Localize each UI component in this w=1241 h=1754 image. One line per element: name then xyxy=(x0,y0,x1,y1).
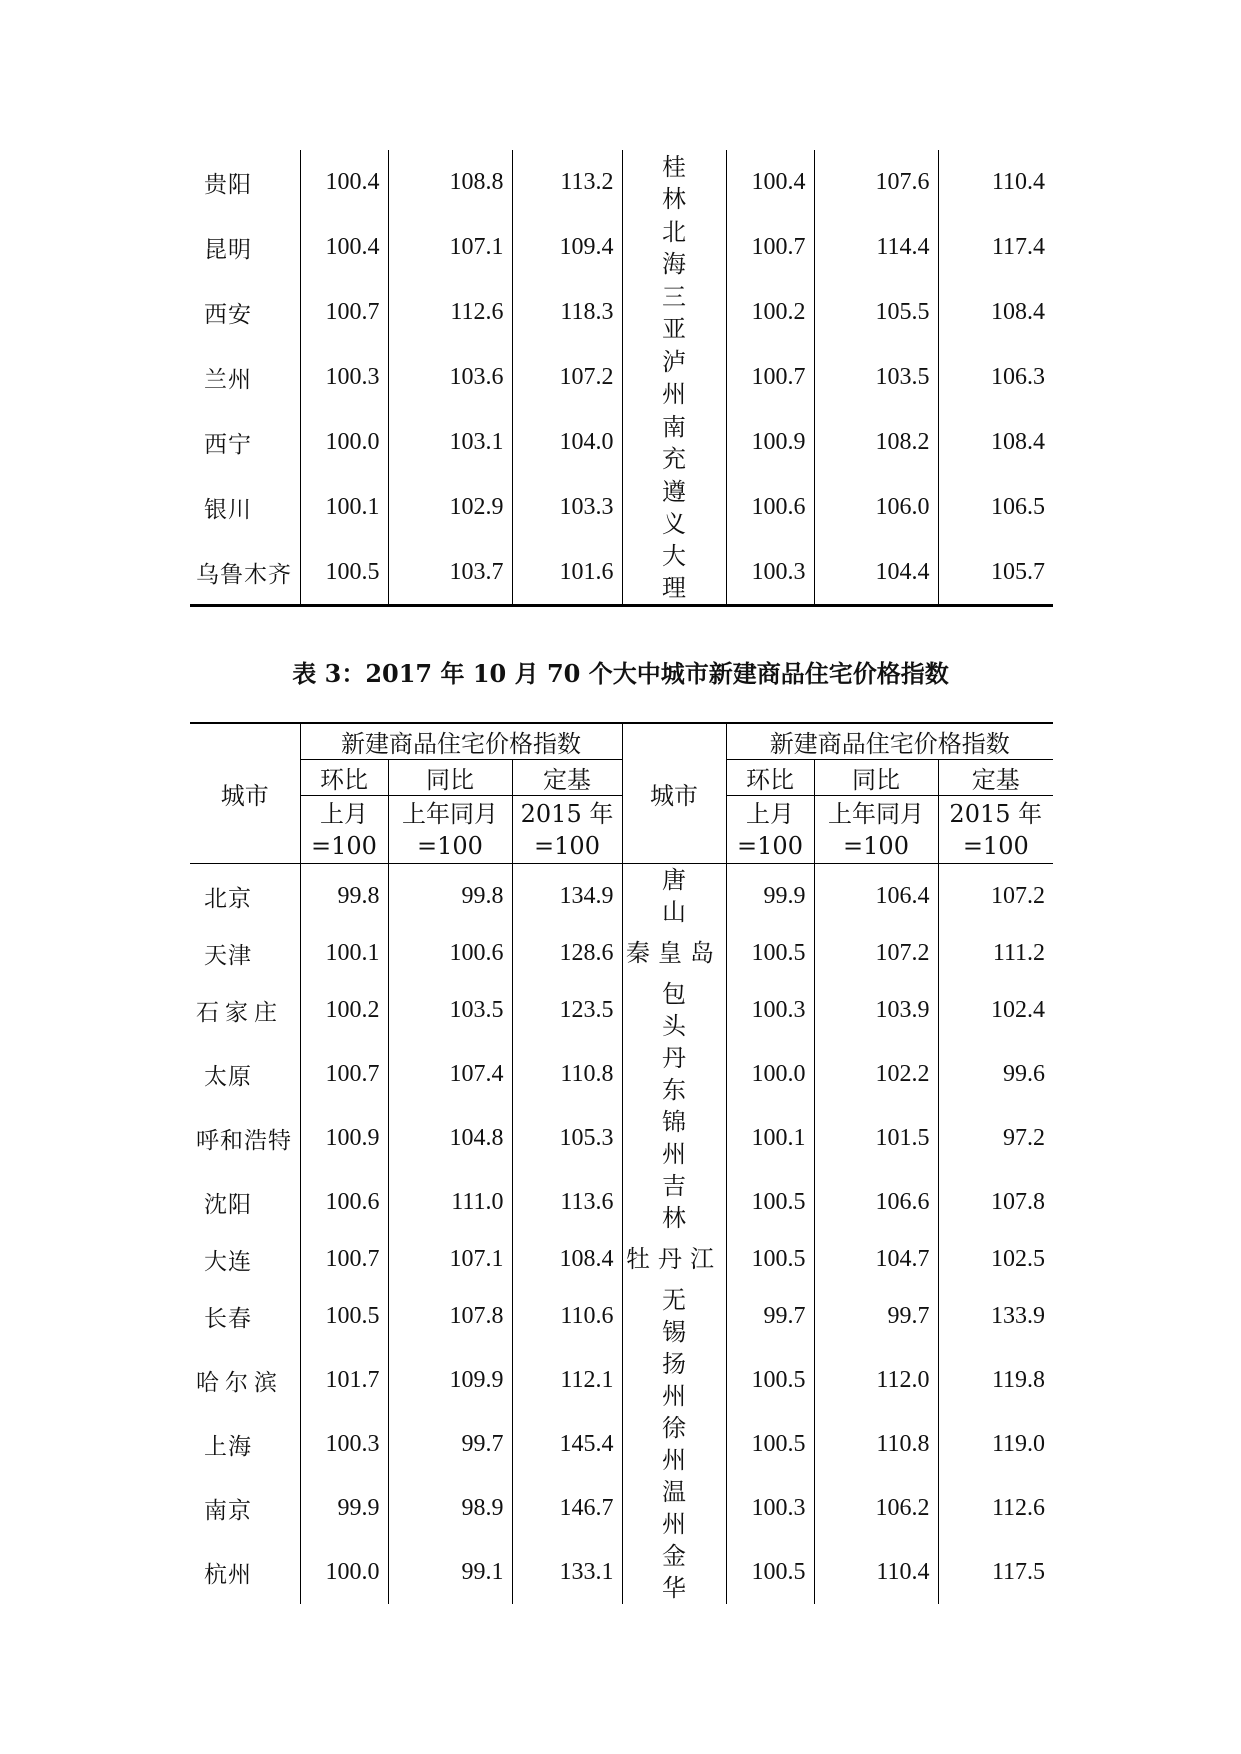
mom-value-right: 100.5 xyxy=(726,1540,814,1604)
city-name: 温 州 xyxy=(662,1478,687,1538)
new-home-price-index-table xyxy=(190,722,1053,1604)
city-name: 包 头 xyxy=(662,980,687,1040)
base-value-left: 113.2 xyxy=(512,150,622,215)
mom-value-left: 100.0 xyxy=(300,1540,388,1604)
row-city-right xyxy=(622,1042,726,1106)
yoy-value-left: 103.5 xyxy=(388,978,512,1042)
continued-price-index-table xyxy=(190,150,1053,607)
base-value-left: 134.9 xyxy=(512,864,622,929)
yoy-value-right: 103.9 xyxy=(814,978,938,1042)
table-row xyxy=(190,1234,1053,1284)
yoy-value-left: 108.8 xyxy=(388,150,512,215)
yoy-value-left: 103.7 xyxy=(388,540,512,606)
base-value-right: 97.2 xyxy=(1003,1124,1046,1151)
row-city-left xyxy=(190,928,300,978)
mom-value-left: 100.7 xyxy=(300,280,388,345)
table-row xyxy=(190,1348,1053,1412)
base-value-left: 146.7 xyxy=(512,1476,622,1540)
table-row xyxy=(190,1412,1053,1476)
city-name: 遵 义 xyxy=(662,477,686,538)
yoy-value-left: 112.6 xyxy=(388,280,512,345)
table-row xyxy=(190,1540,1053,1604)
base-value-left: 112.1 xyxy=(512,1348,622,1412)
mom-base-right: 上月 =100 xyxy=(726,796,814,864)
city-name: 上海 xyxy=(204,1433,252,1460)
yoy-value-right: 104.7 xyxy=(814,1234,938,1284)
row-city-right xyxy=(622,410,726,475)
row-city-right xyxy=(622,1284,726,1348)
mom-value-left: 100.5 xyxy=(300,540,388,606)
table-row xyxy=(190,928,1053,978)
yoy-value-left: 100.6 xyxy=(388,928,512,978)
table-row xyxy=(190,150,1053,215)
city-name: 三 亚 xyxy=(662,282,686,343)
yoy-value-right: 107.2 xyxy=(814,928,938,978)
mom-value-right: 99.7 xyxy=(726,1284,814,1348)
yoy-value-left: 104.8 xyxy=(388,1106,512,1170)
yoy-value-right: 114.4 xyxy=(814,215,938,280)
index-group-header-right: 新建商品住宅价格指数 xyxy=(726,723,1053,760)
main-table-body xyxy=(190,864,1053,1605)
mom-value-right: 100.1 xyxy=(726,1106,814,1170)
city-name: 乌鲁木齐 xyxy=(196,561,292,588)
city-name: 泸 州 xyxy=(662,347,686,408)
yoy-value-left: 107.4 xyxy=(388,1042,512,1106)
base-value-right: 107.2 xyxy=(991,882,1046,909)
base-value-left: 110.6 xyxy=(512,1284,622,1348)
row-city-left xyxy=(190,475,300,540)
base-value-right: 108.4 xyxy=(991,299,1045,325)
mom-value-right: 100.9 xyxy=(726,410,814,475)
row-city-left xyxy=(190,1042,300,1106)
city-name: 西安 xyxy=(204,302,252,328)
mom-value-right: 100.7 xyxy=(726,215,814,280)
yoy-value-right: 108.2 xyxy=(814,410,938,475)
mom-value-left: 100.3 xyxy=(300,345,388,410)
mom-value-right: 100.5 xyxy=(726,1234,814,1284)
row-city-left xyxy=(190,1284,300,1348)
base-value-left: 123.5 xyxy=(512,978,622,1042)
city-name: 天津 xyxy=(204,942,252,969)
mom-header-left: 环比 xyxy=(300,760,388,796)
base-value-right: 99.6 xyxy=(1003,1060,1046,1087)
yoy-value-right: 103.5 xyxy=(814,345,938,410)
base-value-left: 113.6 xyxy=(512,1170,622,1234)
row-city-left xyxy=(190,1106,300,1170)
mom-value-left: 100.5 xyxy=(300,1284,388,1348)
yoy-value-left: 111.0 xyxy=(388,1170,512,1234)
mom-value-right: 100.3 xyxy=(726,1476,814,1540)
base-value-left: 133.1 xyxy=(512,1540,622,1604)
city-name: 锦 州 xyxy=(662,1108,687,1168)
city-name: 呼和浩特 xyxy=(196,1127,292,1154)
yoy-value-left: 98.9 xyxy=(388,1476,512,1540)
table-row xyxy=(190,864,1053,929)
city-header-left: 城市 xyxy=(190,723,300,864)
mom-value-left: 100.9 xyxy=(300,1106,388,1170)
row-city-left xyxy=(190,1170,300,1234)
yoy-value-left: 107.1 xyxy=(388,215,512,280)
base-value-left: 110.8 xyxy=(512,1042,622,1106)
row-city-right xyxy=(622,1170,726,1234)
row-city-left xyxy=(190,1348,300,1412)
city-name: 桂 林 xyxy=(662,152,686,213)
base-value-left: 108.4 xyxy=(512,1234,622,1284)
row-city-left xyxy=(190,150,300,215)
yoy-value-right: 104.4 xyxy=(814,540,938,606)
city-name: 秦皇岛 xyxy=(626,939,723,967)
city-name: 长春 xyxy=(204,1305,252,1332)
yoy-value-right: 112.0 xyxy=(814,1348,938,1412)
city-name: 无 锡 xyxy=(662,1286,687,1346)
city-name: 吉 林 xyxy=(662,1172,687,1232)
row-city-right xyxy=(622,540,726,606)
base-value-right: 107.8 xyxy=(991,1188,1046,1215)
row-city-left xyxy=(190,1540,300,1604)
base-value-left: 145.4 xyxy=(512,1412,622,1476)
city-name: 贵阳 xyxy=(204,172,252,198)
yoy-header-left: 同比 xyxy=(388,760,512,796)
mom-value-left: 99.9 xyxy=(300,1476,388,1540)
city-name: 杭州 xyxy=(204,1561,252,1588)
city-name: 徐 州 xyxy=(662,1414,687,1474)
row-city-left xyxy=(190,280,300,345)
mom-value-right: 100.7 xyxy=(726,345,814,410)
base-base-right: 2015 年 =100 xyxy=(938,796,1053,864)
row-city-left xyxy=(190,410,300,475)
mom-value-left: 100.7 xyxy=(300,1042,388,1106)
city-name: 唐 山 xyxy=(662,866,687,926)
yoy-value-left: 102.9 xyxy=(388,475,512,540)
city-name: 牡丹江 xyxy=(626,1245,723,1273)
mom-value-left: 100.3 xyxy=(300,1412,388,1476)
yoy-value-right: 106.2 xyxy=(814,1476,938,1540)
yoy-value-left: 103.6 xyxy=(388,345,512,410)
table-row xyxy=(190,540,1053,606)
row-city-left xyxy=(190,978,300,1042)
yoy-value-right: 106.4 xyxy=(814,864,938,929)
yoy-base-left: 上年同月 =100 xyxy=(388,796,512,864)
base-value-right: 106.3 xyxy=(991,364,1045,390)
base-header-left: 定基 xyxy=(512,760,622,796)
index-group-header-left: 新建商品住宅价格指数 xyxy=(300,723,622,760)
table-row xyxy=(190,1476,1053,1540)
yoy-value-right: 106.6 xyxy=(814,1170,938,1234)
mom-base-left: 上月 =100 xyxy=(300,796,388,864)
yoy-value-right: 102.2 xyxy=(814,1042,938,1106)
base-header-right: 定基 xyxy=(938,760,1053,796)
city-name: 哈尔滨 xyxy=(196,1369,283,1396)
row-city-right xyxy=(622,1412,726,1476)
yoy-value-left: 99.1 xyxy=(388,1540,512,1604)
mom-value-left: 99.8 xyxy=(300,864,388,929)
base-value-left: 101.6 xyxy=(512,540,622,606)
mom-value-right: 100.5 xyxy=(726,1170,814,1234)
yoy-value-left: 107.1 xyxy=(388,1234,512,1284)
row-city-right xyxy=(622,150,726,215)
base-value-left: 128.6 xyxy=(512,928,622,978)
base-value-right: 117.5 xyxy=(991,1558,1046,1585)
city-name: 昆明 xyxy=(204,237,252,263)
base-value-right: 119.8 xyxy=(991,1366,1046,1393)
city-name: 南 充 xyxy=(662,412,686,473)
row-city-left xyxy=(190,864,300,929)
base-value-left: 107.2 xyxy=(512,345,622,410)
city-header-right: 城市 xyxy=(622,723,726,864)
table-row xyxy=(190,215,1053,280)
base-value-left: 105.3 xyxy=(512,1106,622,1170)
yoy-base-right: 上年同月 =100 xyxy=(814,796,938,864)
base-value-right: 108.4 xyxy=(991,429,1045,455)
row-city-right xyxy=(622,345,726,410)
base-value-right: 119.0 xyxy=(991,1430,1046,1457)
mom-value-left: 100.1 xyxy=(300,475,388,540)
base-value-right: 111.2 xyxy=(992,939,1046,966)
city-name: 大 理 xyxy=(662,542,686,602)
yoy-value-right: 99.7 xyxy=(814,1284,938,1348)
row-city-left xyxy=(190,1412,300,1476)
city-name: 丹 东 xyxy=(662,1044,687,1104)
city-name: 太原 xyxy=(204,1063,252,1090)
mom-value-left: 100.0 xyxy=(300,410,388,475)
mom-value-left: 100.1 xyxy=(300,928,388,978)
row-city-right xyxy=(622,1348,726,1412)
table-row xyxy=(190,1284,1053,1348)
base-value-right: 106.5 xyxy=(991,494,1045,520)
yoy-value-right: 110.4 xyxy=(814,1540,938,1604)
yoy-value-left: 103.1 xyxy=(388,410,512,475)
yoy-value-right: 107.6 xyxy=(814,150,938,215)
mom-value-left: 100.2 xyxy=(300,978,388,1042)
base-value-left: 103.3 xyxy=(512,475,622,540)
city-name: 沈阳 xyxy=(204,1191,252,1218)
mom-value-right: 100.3 xyxy=(726,978,814,1042)
table-row xyxy=(190,345,1053,410)
row-city-right xyxy=(622,280,726,345)
base-value-right: 105.7 xyxy=(991,558,1045,585)
yoy-value-left: 99.7 xyxy=(388,1412,512,1476)
row-city-right xyxy=(622,1234,726,1284)
table-row xyxy=(190,475,1053,540)
row-city-right xyxy=(622,1540,726,1604)
yoy-value-right: 101.5 xyxy=(814,1106,938,1170)
yoy-value-left: 99.8 xyxy=(388,864,512,929)
table-row xyxy=(190,1042,1053,1106)
base-value-right: 110.4 xyxy=(991,169,1045,195)
city-name: 北 海 xyxy=(662,217,686,278)
base-value-left: 118.3 xyxy=(512,280,622,345)
city-name: 兰州 xyxy=(204,367,252,393)
table-row xyxy=(190,410,1053,475)
mom-value-right: 99.9 xyxy=(726,864,814,929)
mom-value-right: 100.5 xyxy=(726,1412,814,1476)
row-city-right xyxy=(622,928,726,978)
mom-value-right: 100.3 xyxy=(726,540,814,606)
row-city-right xyxy=(622,978,726,1042)
city-name: 西宁 xyxy=(204,432,252,458)
mom-value-right: 100.2 xyxy=(726,280,814,345)
city-name: 南京 xyxy=(204,1497,252,1524)
mom-header-right: 环比 xyxy=(726,760,814,796)
base-base-left: 2015 年 =100 xyxy=(512,796,622,864)
continued-table-body xyxy=(190,150,1053,606)
row-city-left xyxy=(190,215,300,280)
row-city-right xyxy=(622,1106,726,1170)
yoy-value-right: 106.0 xyxy=(814,475,938,540)
mom-value-left: 100.4 xyxy=(300,215,388,280)
yoy-value-right: 105.5 xyxy=(814,280,938,345)
base-value-right: 112.6 xyxy=(991,1494,1046,1521)
row-city-left xyxy=(190,345,300,410)
table-header xyxy=(190,723,1053,864)
mom-value-right: 100.0 xyxy=(726,1042,814,1106)
city-name: 金 华 xyxy=(662,1542,687,1602)
city-name: 大连 xyxy=(204,1248,252,1275)
base-value-left: 104.0 xyxy=(512,410,622,475)
mom-value-left: 100.4 xyxy=(300,150,388,215)
base-value-right: 102.5 xyxy=(991,1245,1046,1272)
yoy-value-left: 109.9 xyxy=(388,1348,512,1412)
city-name: 扬 州 xyxy=(662,1350,687,1410)
city-name: 银川 xyxy=(204,497,252,523)
mom-value-left: 101.7 xyxy=(300,1348,388,1412)
table-row xyxy=(190,1170,1053,1234)
table-caption: 表 3：2017 年 10 月 70 个大中城市新建商品住宅价格指数 xyxy=(292,659,949,688)
base-value-right: 102.4 xyxy=(991,996,1046,1023)
mom-value-left: 100.7 xyxy=(300,1234,388,1284)
row-city-right xyxy=(622,215,726,280)
mom-value-left: 100.6 xyxy=(300,1170,388,1234)
base-value-left: 109.4 xyxy=(512,215,622,280)
row-city-left xyxy=(190,540,300,606)
row-city-left xyxy=(190,1234,300,1284)
base-value-right: 117.4 xyxy=(991,234,1045,260)
mom-value-right: 100.5 xyxy=(726,1348,814,1412)
mom-value-right: 100.4 xyxy=(726,150,814,215)
city-name: 北京 xyxy=(204,885,252,912)
row-city-left xyxy=(190,1476,300,1540)
table-row xyxy=(190,280,1053,345)
mom-value-right: 100.6 xyxy=(726,475,814,540)
base-value-right: 133.9 xyxy=(991,1302,1046,1329)
city-name: 石家庄 xyxy=(196,999,283,1026)
row-city-right xyxy=(622,1476,726,1540)
row-city-right xyxy=(622,475,726,540)
table-row xyxy=(190,978,1053,1042)
row-city-right xyxy=(622,864,726,929)
yoy-value-left: 107.8 xyxy=(388,1284,512,1348)
yoy-value-right: 110.8 xyxy=(814,1412,938,1476)
mom-value-right: 100.5 xyxy=(726,928,814,978)
table-row xyxy=(190,1106,1053,1170)
yoy-header-right: 同比 xyxy=(814,760,938,796)
